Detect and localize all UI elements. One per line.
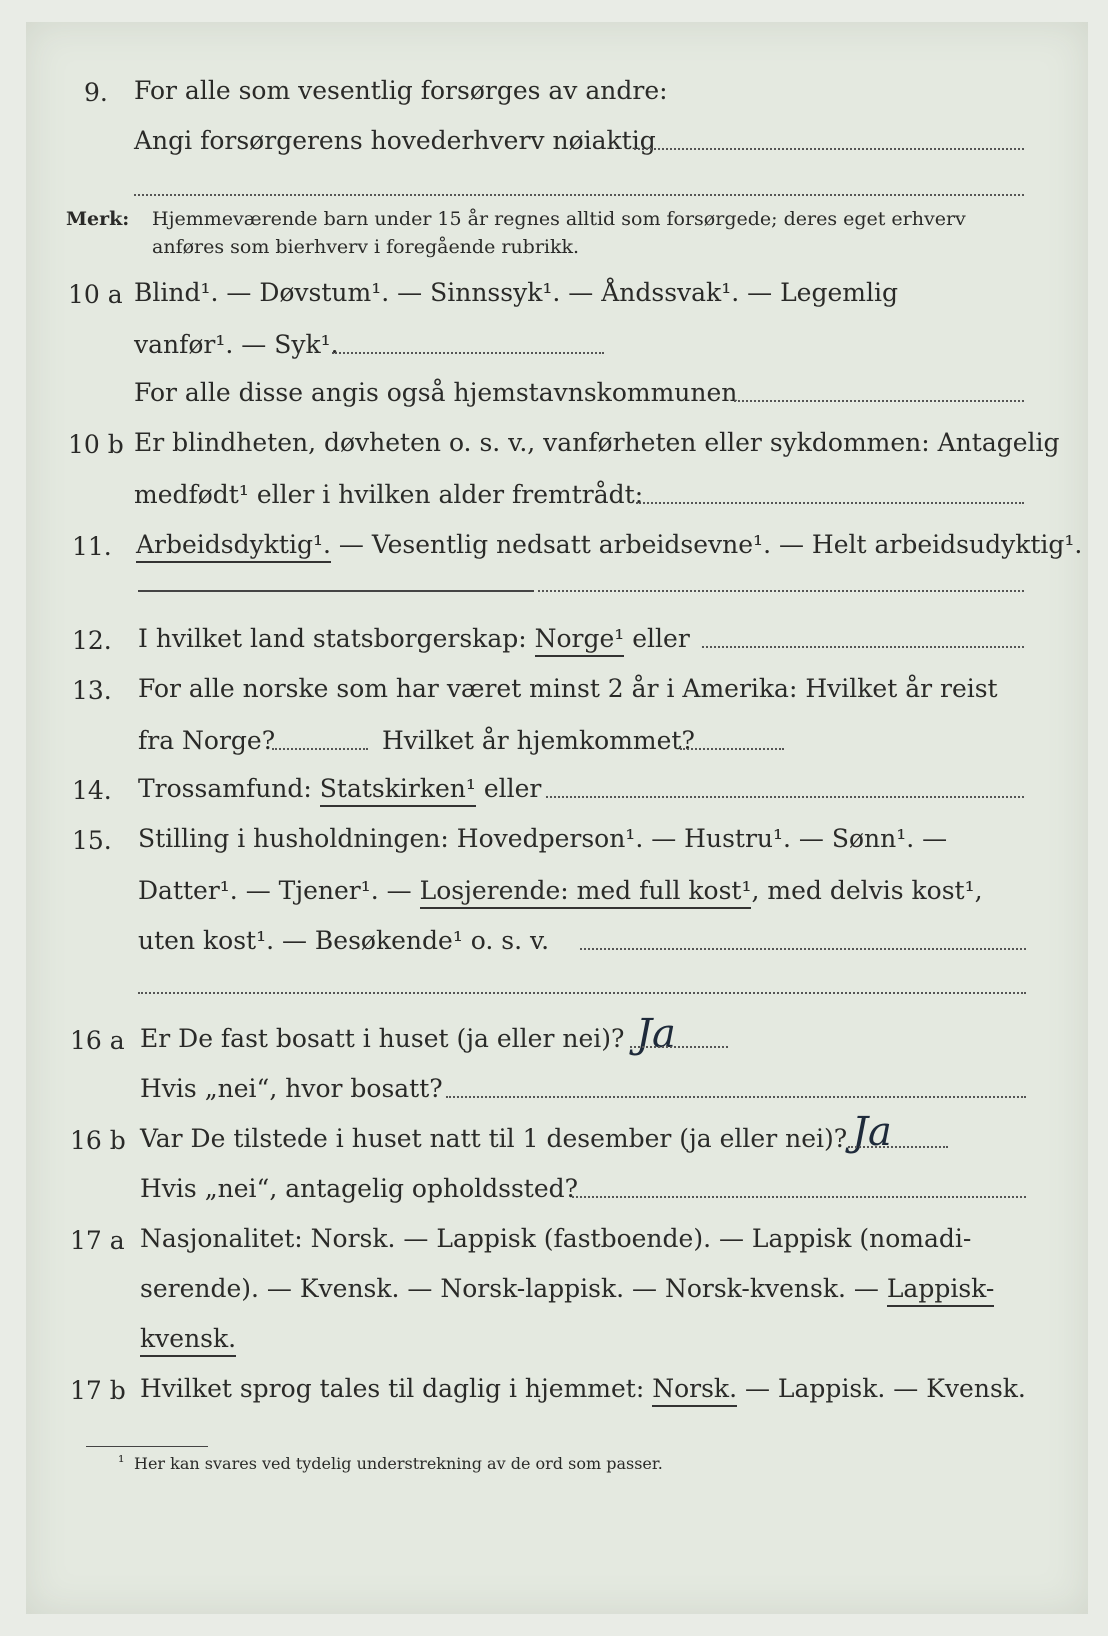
- q12-line: [138, 626, 690, 651]
- q15-number: 15.: [72, 826, 112, 855]
- q11-answer-line[interactable]: [138, 590, 534, 592]
- q11-answer-line-2[interactable]: [538, 590, 1024, 592]
- q15-line1: Stilling i husholdningen: Hovedperson¹. — Hustru¹. — Sønn¹. —: [138, 824, 948, 853]
- q12-answer-line[interactable]: [702, 646, 1024, 648]
- q17a-selected-option-part1: Lappisk-: [887, 1274, 995, 1307]
- merk-label: Merk:: [66, 208, 130, 230]
- q15-line2-start: Datter¹. — Tjener¹. —: [138, 876, 420, 905]
- q10b-answer-line[interactable]: [636, 502, 1024, 504]
- q16a-line2: Hvis „nei“, hvor bosatt?: [140, 1074, 443, 1103]
- q14-question: Trossamfund:: [138, 774, 320, 803]
- q11-rest: — Vesentlig nedsatt arbeidsevne¹. — Helt arbeidsudyktig¹.: [330, 530, 1083, 559]
- q17b-rest: — Lappisk. — Kvensk.: [737, 1374, 1026, 1403]
- q17b-line: [140, 1376, 1026, 1401]
- q14-number: 14.: [72, 776, 112, 805]
- q16b-handwritten-answer[interactable]: Ja: [852, 1109, 892, 1155]
- q15-line2-end: , med delvis kost¹,: [751, 876, 983, 905]
- q13-line1: For alle norske som har været minst 2 år i Amerika: Hvilket år reist: [138, 674, 998, 703]
- merk-line2: anføres som bierhverv i foregående rubrikk.: [152, 236, 580, 258]
- q17a-selected-option-part2: kvensk.: [140, 1324, 236, 1357]
- q16a-bosatt-line[interactable]: [446, 1096, 1026, 1098]
- q17a-line2-start: serende). — Kvensk. — Norsk-lappisk. — Norsk-kvensk. —: [140, 1274, 887, 1303]
- q16b-line2: Hvis „nei“, antagelig opholdssted?: [140, 1174, 579, 1203]
- q16a-number: 16 a: [70, 1026, 125, 1055]
- q10a-line2: vanfør¹. — Syk¹.: [134, 330, 339, 359]
- q15-answer-line[interactable]: [580, 948, 1026, 950]
- q9-line2: Angi forsørgerens hovederhverv nøiaktig: [134, 126, 656, 155]
- q12-selected-option: Norge¹: [535, 624, 625, 657]
- q16a-line1: Er De fast bosatt i huset (ja eller nei)?: [140, 1024, 625, 1053]
- merk-line1: Hjemmeværende barn under 15 år regnes alltid som forsørgede; deres eget erhverv: [152, 208, 966, 230]
- q14-line: [138, 776, 541, 801]
- q10a-number: 10 a: [68, 280, 123, 309]
- q9-answer-line[interactable]: [634, 148, 1024, 150]
- q15-answer-line-2[interactable]: [138, 992, 1026, 994]
- q10a-hjemstavn-line[interactable]: [734, 400, 1024, 402]
- q9-number: 9.: [84, 78, 108, 107]
- q16b-number: 16 b: [70, 1126, 126, 1155]
- q14-selected-option: Statskirken¹: [320, 774, 476, 807]
- q10a-line1: Blind¹. — Døvstum¹. — Sinnssyk¹. — Åndssvak¹. — Legemlig: [134, 278, 898, 307]
- q17a-line1: Nasjonalitet: Norsk. — Lappisk (fastboende). — Lappisk (nomadi-: [140, 1224, 972, 1253]
- q16a-handwritten-answer[interactable]: Ja: [636, 1011, 676, 1057]
- q17b-question: Hvilket sprog tales til daglig i hjemmet:: [140, 1374, 653, 1403]
- q17b-number: 17 b: [70, 1376, 126, 1405]
- q15-line3: uten kost¹. — Besøkende¹ o. s. v.: [138, 926, 550, 955]
- q15-line2: [138, 878, 983, 903]
- q12-or: eller: [624, 624, 690, 653]
- q12-number: 12.: [72, 626, 112, 655]
- q17a-number: 17 a: [70, 1226, 125, 1255]
- q9-line1: For alle som vesentlig forsørges av andre:: [134, 76, 668, 105]
- q10b-number: 10 b: [68, 430, 124, 459]
- footnote-divider: [86, 1446, 208, 1447]
- q9-answer-line-2[interactable]: [134, 194, 1024, 196]
- form-page: [26, 22, 1088, 1614]
- q13-number: 13.: [72, 676, 112, 705]
- q17a-line2: [140, 1276, 994, 1301]
- q12-question: I hvilket land statsborgerskap:: [138, 624, 535, 653]
- q13-line2b: Hvilket år hjemkommet?: [382, 726, 695, 755]
- q10b-line1: Er blindheten, døvheten o. s. v., vanførheten eller sykdommen: Antagelig: [134, 428, 1060, 457]
- q14-answer-line[interactable]: [546, 796, 1024, 798]
- q16a-answer-line: [630, 1046, 728, 1048]
- q11-number: 11.: [72, 532, 112, 561]
- q13-reist-line[interactable]: [272, 748, 368, 750]
- q16b-answer-line: [848, 1146, 948, 1148]
- q17a-line3: [140, 1326, 236, 1351]
- footnote-text: Her kan svares ved tydelig understrekning av de ord som passer.: [134, 1454, 663, 1473]
- q11-selected-option: Arbeidsdyktig¹.: [136, 530, 331, 563]
- q10b-line2: medfødt¹ eller i hvilken alder fremtrådt:: [134, 480, 644, 509]
- q10a-answer-line[interactable]: [332, 352, 604, 354]
- footnote-mark: ¹: [118, 1452, 125, 1471]
- q13-line2a: fra Norge?: [138, 726, 276, 755]
- q17b-selected-option: Norsk.: [652, 1374, 737, 1407]
- q14-or: eller: [475, 774, 542, 803]
- q10a-line3: For alle disse angis også hjemstavnskommunen: [134, 378, 738, 407]
- q16b-opholdssted-line[interactable]: [572, 1196, 1026, 1198]
- q13-hjemkommet-line[interactable]: [680, 748, 784, 750]
- q15-selected-option: Losjerende: med full kost¹: [420, 876, 752, 909]
- q16b-line1: Var De tilstede i huset natt til 1 desember (ja eller nei)?: [140, 1124, 848, 1153]
- q11-line: [136, 532, 1082, 557]
